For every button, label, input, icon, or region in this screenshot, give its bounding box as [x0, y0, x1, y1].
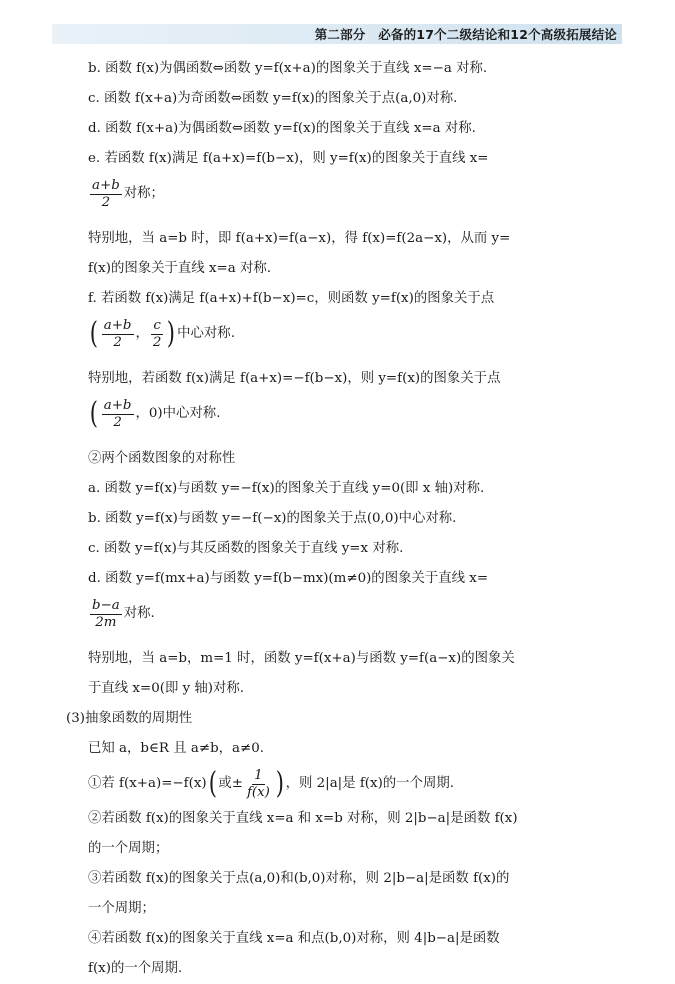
special-case-3: 特别地，当 a=b，m=1 时，函数 y=f(x+a)与函数 y=f(a−x)的图象关	[88, 651, 515, 666]
line-e-fraction: $\frac{a+b}{2}$ 对称；	[92, 177, 164, 210]
line-tb: b. 函数 y=f(x)与函数 y=−f(−x)的图象关于点(0,0)中心对称.	[88, 511, 457, 526]
period-item-4-cont: f(x)的一个周期.	[88, 961, 183, 976]
special-case-3-cont: 于直线 x=0(即 y 轴)对称.	[88, 681, 245, 696]
fraction: $\frac{c}{2}$	[152, 317, 162, 350]
line-f: f. 若函数 f(x)满足 f(a+x)+f(b−x)=c，则函数 y=f(x)的图象关于点	[88, 291, 495, 306]
section-periodicity: (3)抽象函数的周期性	[66, 711, 193, 726]
given-condition: 已知 a，b∈R 且 a≠b，a≠0.	[88, 741, 265, 756]
fraction: $\frac{1}{f(x)}$	[246, 767, 270, 800]
period-item-3-cont: 一个周期；	[88, 901, 155, 916]
line-b: b. 函数 f(x)为偶函数⇔函数 y=f(x+a)的图象关于直线 x=−a 对称.	[88, 61, 488, 76]
special-case-2-point: ( $\frac{a+b}{2}$ ，0)中心对称.	[89, 396, 221, 431]
special-case-1-cont: f(x)的图象关于直线 x=a 对称.	[88, 261, 271, 276]
fraction: $\frac{a+b}{2}$	[92, 177, 120, 210]
line-c: c. 函数 f(x+a)为奇函数⇔函数 y=f(x)的图象关于点(a,0)对称.	[88, 91, 458, 106]
line-ta: a. 函数 y=f(x)与函数 y=−f(x)的图象关于直线 y=0(即 x 轴)对称.	[88, 481, 485, 496]
line-d: d. 函数 f(x+a)为偶函数⇔函数 y=f(x)的图象关于直线 x=a 对称.	[88, 121, 476, 136]
fraction: $\frac{a+b}{2}$	[103, 317, 132, 350]
line-f-point: ( $\frac{a+b}{2}$ ， $\frac{c}{2}$ ) 中心对称.	[89, 316, 235, 351]
fraction: $\frac{a+b}{2}$	[103, 397, 132, 430]
fraction: $\frac{b-a}{2m}$	[92, 597, 120, 630]
special-case-2: 特别地，若函数 f(x)满足 f(a+x)=−f(b−x)，则 y=f(x)的图象关于点	[88, 371, 501, 386]
period-item-2: ②若函数 f(x)的图象关于直线 x=a 和 x=b 对称，则 2|b−a|是函数 f(x)	[88, 811, 518, 826]
period-item-2-cont: 的一个周期；	[88, 841, 169, 856]
page-content	[66, 54, 610, 984]
line-td-fraction: $\frac{b-a}{2m}$ 对称.	[92, 597, 155, 630]
line-td: d. 函数 y=f(mx+a)与函数 y=f(b−mx)(m≠0)的图象关于直线 x=	[88, 571, 489, 586]
period-item-4: ④若函数 f(x)的图象关于直线 x=a 和点(b,0)对称，则 4|b−a|是函数	[88, 931, 500, 946]
section-two-functions: ②两个函数图象的对称性	[88, 451, 236, 466]
period-item-3: ③若函数 f(x)的图象关于点(a,0)和(b,0)对称，则 2|b−a|是函数 f(x)的	[88, 871, 510, 886]
period-item-1: ①若 f(x+a)=−f(x) ( 或± $\frac{1}{f(x)}$ ) ，则 2|a|是 f(x)的一个周期.	[88, 766, 455, 801]
special-case-1: 特别地，当 a=b 时，即 f(a+x)=f(a−x)，得 f(x)=f(2a−x)，从而 y=	[88, 231, 511, 246]
line-tc: c. 函数 y=f(x)与其反函数的图象关于直线 y=x 对称.	[88, 541, 404, 556]
page-header-title: 第二部分 必备的17个二级结论和12个高级拓展结论	[314, 27, 617, 42]
line-e: e. 若函数 f(x)满足 f(a+x)=f(b−x)，则 y=f(x)的图象关于直线 x=	[88, 151, 489, 166]
